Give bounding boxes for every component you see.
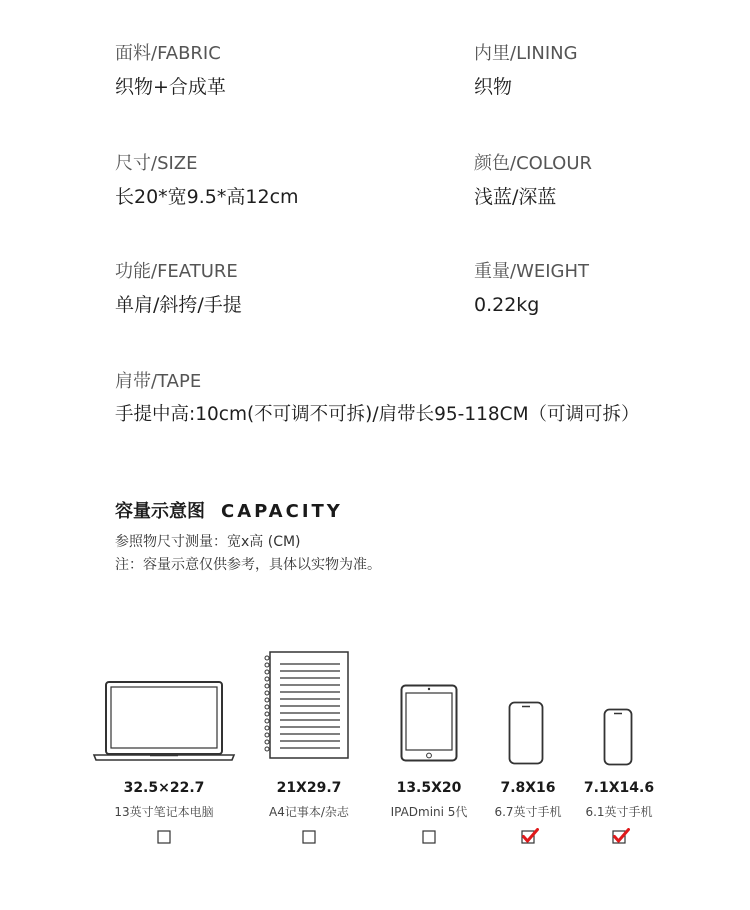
spec-value: 单肩/斜挎/手提 xyxy=(115,294,242,316)
spec-label: 肩带/TAPE xyxy=(115,371,202,392)
capacity-title-cn: 容量示意图 xyxy=(115,501,205,522)
spec-label: 面料/FABRIC xyxy=(115,43,221,64)
spec-label: 重量/WEIGHT xyxy=(474,261,590,282)
tablet-icon xyxy=(400,684,458,762)
device-name: A4记事本/杂志 xyxy=(269,805,349,819)
spec-fabric xyxy=(115,43,226,99)
notebook-icon xyxy=(262,650,352,762)
spec-weight xyxy=(474,261,589,317)
spec-value: 织物 xyxy=(474,76,513,98)
device-dims: 32.5×22.7 xyxy=(123,780,205,796)
checkbox-checked-icon xyxy=(521,828,539,844)
capacity-title xyxy=(115,497,343,523)
device-name: 13英寸笔记本电脑 xyxy=(114,805,214,819)
capacity-title-en: CAPACITY xyxy=(221,501,343,522)
spec-label: 颜色/COLOUR xyxy=(474,153,593,174)
spec-value: 浅蓝/深蓝 xyxy=(474,186,557,208)
device-dims: 7.8X16 xyxy=(500,780,556,796)
capacity-notes xyxy=(115,531,381,577)
spec-tape xyxy=(115,371,640,427)
device-name: 6.7英寸手机 xyxy=(494,805,562,819)
capacity-note-disclaimer: 注：容量示意仅供参考，具体以实物为准。 xyxy=(115,557,381,573)
spec-value: 织物+合成革 xyxy=(115,76,226,98)
checkbox-unchecked-icon xyxy=(302,830,316,844)
spec-label: 功能/FEATURE xyxy=(115,261,238,282)
spec-value: 手提中高:10cm(不可调不可拆)/肩带长95-118CM（可调可拆） xyxy=(115,404,640,425)
spec-size xyxy=(115,153,299,209)
spec-label: 尺寸/SIZE xyxy=(115,153,198,174)
phone-icon xyxy=(508,701,544,765)
device-name: 6.1英寸手机 xyxy=(585,805,653,819)
spec-lining xyxy=(474,43,578,99)
checkbox-checked-icon xyxy=(612,828,630,844)
laptop-icon xyxy=(92,680,236,762)
spec-label: 内里/LINING xyxy=(474,43,578,64)
device-name: IPADmini 5代 xyxy=(390,805,468,819)
spec-value: 0.22kg xyxy=(474,294,540,316)
spec-value: 长20*宽9.5*高12cm xyxy=(115,186,299,208)
spec-feature xyxy=(115,261,242,317)
capacity-note-measure: 参照物尺寸测量：宽x高 (CM) xyxy=(115,534,301,550)
phone-icon xyxy=(603,708,633,766)
spec-colour xyxy=(474,153,592,209)
device-dims: 21X29.7 xyxy=(276,780,342,796)
device-dims: 13.5X20 xyxy=(396,780,462,796)
checkbox-unchecked-icon xyxy=(157,830,171,844)
checkbox-unchecked-icon xyxy=(422,830,436,844)
device-dims: 7.1X14.6 xyxy=(583,780,655,796)
